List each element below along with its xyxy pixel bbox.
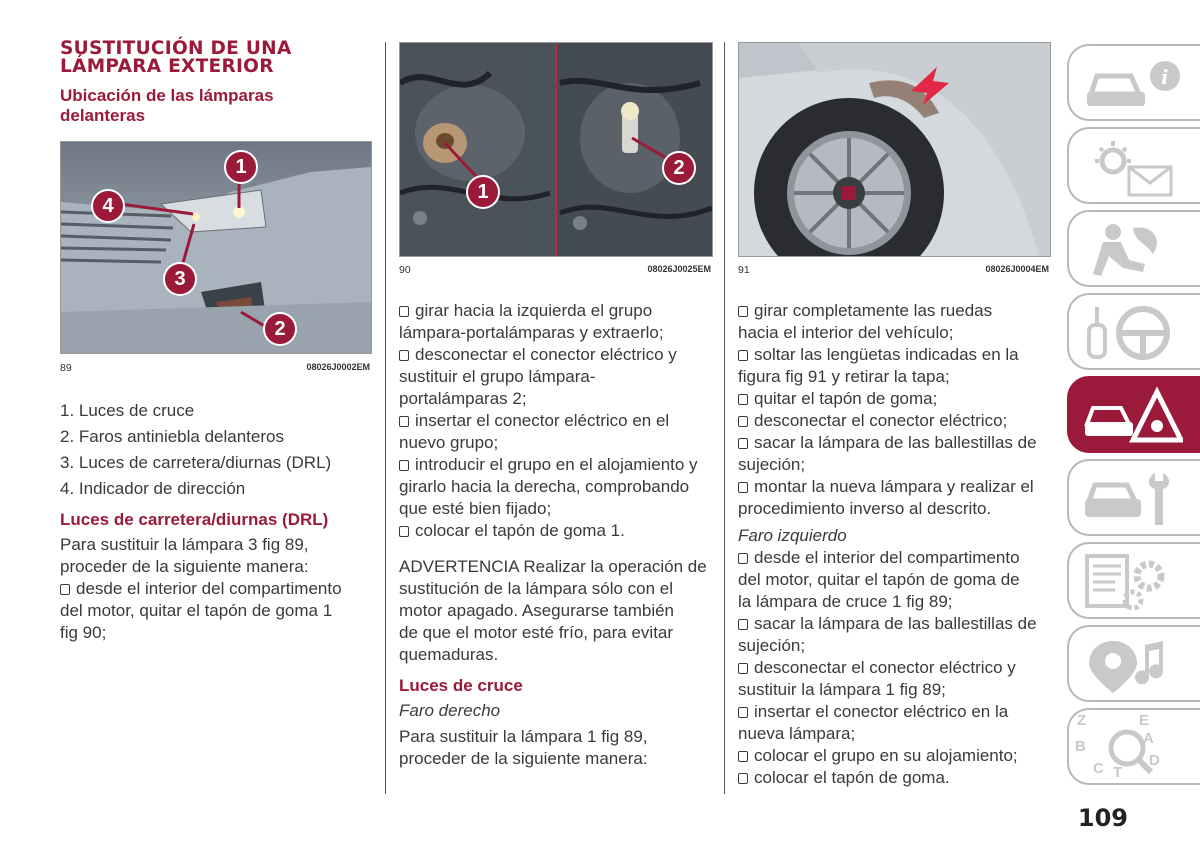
tab-key-steering[interactable] — [1067, 293, 1200, 370]
figure-91-number: 91 — [738, 264, 750, 276]
drl-text — [60, 534, 370, 644]
bullet-box-icon — [738, 306, 748, 317]
text-span: montar la nueva lámpara y realizar el — [754, 477, 1034, 496]
warning-lights-icon — [1083, 137, 1183, 197]
index-letter: T — [1113, 764, 1123, 781]
bullet-box-icon — [738, 751, 748, 762]
text-line — [399, 520, 719, 542]
text-line: figura fig 91 y retirar la tapa; — [738, 367, 950, 386]
text-span: colocar el grupo en su alojamiento; — [754, 746, 1018, 765]
callout-1: 1 — [466, 175, 500, 209]
bullet-box-icon — [60, 584, 70, 595]
key-steering-icon — [1083, 303, 1183, 363]
tab-index[interactable] — [1067, 708, 1200, 785]
text-line — [399, 344, 719, 366]
text-line: motor apagado. Asegurarse también — [399, 601, 675, 620]
index-letter: Z — [1077, 712, 1087, 729]
tab-maintenance[interactable] — [1067, 459, 1200, 536]
text-span: sacar la lámpara de las ballestillas de — [754, 433, 1037, 452]
cruce-text — [399, 726, 719, 770]
text-line — [738, 701, 1058, 723]
text-line: sujeción; — [738, 455, 806, 474]
text-line: sustituir la lámpara 1 fig 89; — [738, 680, 946, 699]
text-line: lámpara-portalámparas y extraerlo; — [399, 323, 664, 342]
car-info-icon — [1083, 54, 1183, 114]
text-line: ADVERTENCIA Realizar la operación de — [399, 557, 707, 576]
text-span: desconectar el conector eléctrico y — [415, 345, 677, 364]
text-line: del motor, quitar el tapón de goma 1 — [60, 601, 333, 620]
col2-steps — [399, 300, 719, 542]
figure-89-number: 89 — [60, 362, 72, 374]
text-line — [738, 613, 1058, 635]
text-line — [399, 300, 719, 322]
tab-technical-data[interactable] — [1067, 542, 1200, 619]
text-line — [738, 344, 1058, 366]
figure-90-photo — [399, 42, 713, 257]
text-line: procedimiento inverso al descrito. — [738, 499, 992, 518]
text-line: quemaduras. — [399, 645, 499, 664]
section-title: SUSTITUCIÓN DE UNA LÁMPARA EXTERIOR — [60, 38, 292, 77]
bullet-box-icon — [738, 707, 748, 718]
tab-warning-lights[interactable] — [1067, 127, 1200, 204]
text-line — [738, 767, 1058, 789]
text-line: del motor, quitar el tapón de goma de — [738, 570, 1020, 589]
index-letter: C — [1093, 760, 1104, 777]
text-line — [399, 454, 719, 476]
subtitle-line: delanteras — [60, 106, 146, 125]
text-line — [399, 410, 719, 432]
tab-safety[interactable] — [1067, 210, 1200, 287]
text-line: nuevo grupo; — [399, 433, 499, 452]
text-span: girar completamente las ruedas — [754, 301, 993, 320]
index-letter: D — [1149, 752, 1160, 769]
text-line: nueva lámpara; — [738, 724, 856, 743]
text-line: Para sustituir la lámpara 3 fig 89, — [60, 535, 309, 554]
bullet-box-icon — [738, 663, 748, 674]
figure-91-code: 08026J0004EM — [985, 264, 1049, 274]
col3-steps-2 — [738, 547, 1058, 789]
bullet-box-icon — [738, 416, 748, 427]
text-line — [738, 410, 1058, 432]
tab-car-info[interactable] — [1067, 44, 1200, 121]
callout-4: 4 — [91, 189, 125, 223]
text-line: que esté bien fijado; — [399, 499, 552, 518]
drl-heading: Luces de carretera/diurnas (DRL) — [60, 510, 329, 529]
bullet-box-icon — [738, 482, 748, 493]
svg-text:i: i — [1161, 65, 1169, 89]
faro-izquierdo-label: Faro izquierdo — [738, 526, 847, 545]
text-span: colocar el tapón de goma 1. — [415, 521, 625, 540]
text-line: fig 90; — [60, 623, 107, 642]
page-number: 109 — [1077, 804, 1128, 832]
car-maintenance-icon — [1083, 469, 1183, 529]
index-letter: A — [1143, 730, 1154, 747]
text-span: colocar el tapón de goma. — [754, 768, 950, 787]
text-span: desde el interior del compartimento — [76, 579, 342, 598]
text-line — [738, 432, 1058, 454]
bullet-box-icon — [738, 350, 748, 361]
text-span: desconectar el conector eléctrico y — [754, 658, 1016, 677]
text-span: quitar el tapón de goma; — [754, 389, 938, 408]
text-line — [738, 388, 1058, 410]
emergency-car-icon — [1083, 386, 1183, 446]
text-line: la lámpara de cruce 1 fig 89; — [738, 592, 953, 611]
text-line: proceder de la siguiente manera: — [399, 749, 648, 768]
index-letter: B — [1075, 738, 1086, 755]
figure-90-number: 90 — [399, 264, 411, 276]
text-line: sujeción; — [738, 636, 806, 655]
callout-2: 2 — [263, 312, 297, 346]
callout-3: 3 — [163, 262, 197, 296]
callout-2: 2 — [662, 151, 696, 185]
text-line: hacia el interior del vehículo; — [738, 323, 954, 342]
text-span: insertar el conector eléctrico en la — [754, 702, 1009, 721]
bullet-box-icon — [399, 526, 409, 537]
subtitle-line: Ubicación de las lámparas — [60, 86, 274, 105]
text-span: introducir el grupo en el alojamiento y — [415, 455, 698, 474]
faro-derecho-label: Faro derecho — [399, 701, 501, 720]
text-line — [60, 578, 370, 600]
text-line — [738, 657, 1058, 679]
tab-emergency[interactable] — [1067, 376, 1200, 453]
text-line — [738, 745, 1058, 767]
text-span: insertar el conector eléctrico en el — [415, 411, 670, 430]
figure-90-code: 08026J0025EM — [647, 264, 711, 274]
bullet-box-icon — [738, 394, 748, 405]
multimedia-icon — [1083, 635, 1183, 695]
bullet-box-icon — [738, 619, 748, 630]
tab-multimedia[interactable] — [1067, 625, 1200, 702]
text-line: sustitución de la lámpara sólo con el — [399, 579, 674, 598]
text-span: girar hacia la izquierda el grupo — [415, 301, 653, 320]
index-letter: E — [1139, 712, 1150, 729]
bullet-box-icon — [399, 306, 409, 317]
technical-data-icon — [1083, 552, 1183, 612]
text-line: proceder de la siguiente manera: — [60, 557, 309, 576]
text-line: Para sustituir la lámpara 1 fig 89, — [399, 727, 648, 746]
text-line — [738, 476, 1058, 498]
text-line: girarlo hacia la derecha, comprobando — [399, 477, 690, 496]
column-divider — [385, 42, 386, 794]
figure-89-photo — [60, 141, 372, 354]
column-divider — [724, 42, 725, 794]
figure-91-photo — [738, 42, 1051, 257]
bullet-box-icon — [738, 773, 748, 784]
bullet-box-icon — [399, 416, 409, 427]
cruce-heading: Luces de cruce — [399, 676, 523, 695]
text-line — [738, 300, 1058, 322]
text-span: desconectar el conector eléctrico; — [754, 411, 1008, 430]
callout-1: 1 — [224, 150, 258, 184]
bullet-box-icon — [399, 350, 409, 361]
text-line — [738, 547, 1058, 569]
text-line: portalámparas 2; — [399, 389, 527, 408]
list-item: 2. Faros antiniebla delanteros — [60, 427, 284, 446]
list-item: 1. Luces de cruce — [60, 401, 195, 420]
airbag-safety-icon — [1083, 220, 1183, 280]
text-span: soltar las lengüetas indicadas en la — [754, 345, 1019, 364]
bullet-box-icon — [399, 460, 409, 471]
list-item: 4. Indicador de dirección — [60, 479, 246, 498]
lamp-list — [60, 398, 331, 502]
text-span: sacar la lámpara de las ballestillas de — [754, 614, 1037, 633]
list-item: 3. Luces de carretera/diurnas (DRL) — [60, 453, 332, 472]
text-line: de que el motor esté frío, para evitar — [399, 623, 674, 642]
bullet-box-icon — [738, 553, 748, 564]
text-line: sustituir el grupo lámpara- — [399, 367, 596, 386]
text-span: desde el interior del compartimento — [754, 548, 1020, 567]
warning-text — [399, 556, 719, 666]
col3-steps — [738, 300, 1058, 520]
figure-89-code: 08026J0002EM — [306, 362, 370, 372]
subsection-title — [60, 86, 274, 126]
bullet-box-icon — [738, 438, 748, 449]
